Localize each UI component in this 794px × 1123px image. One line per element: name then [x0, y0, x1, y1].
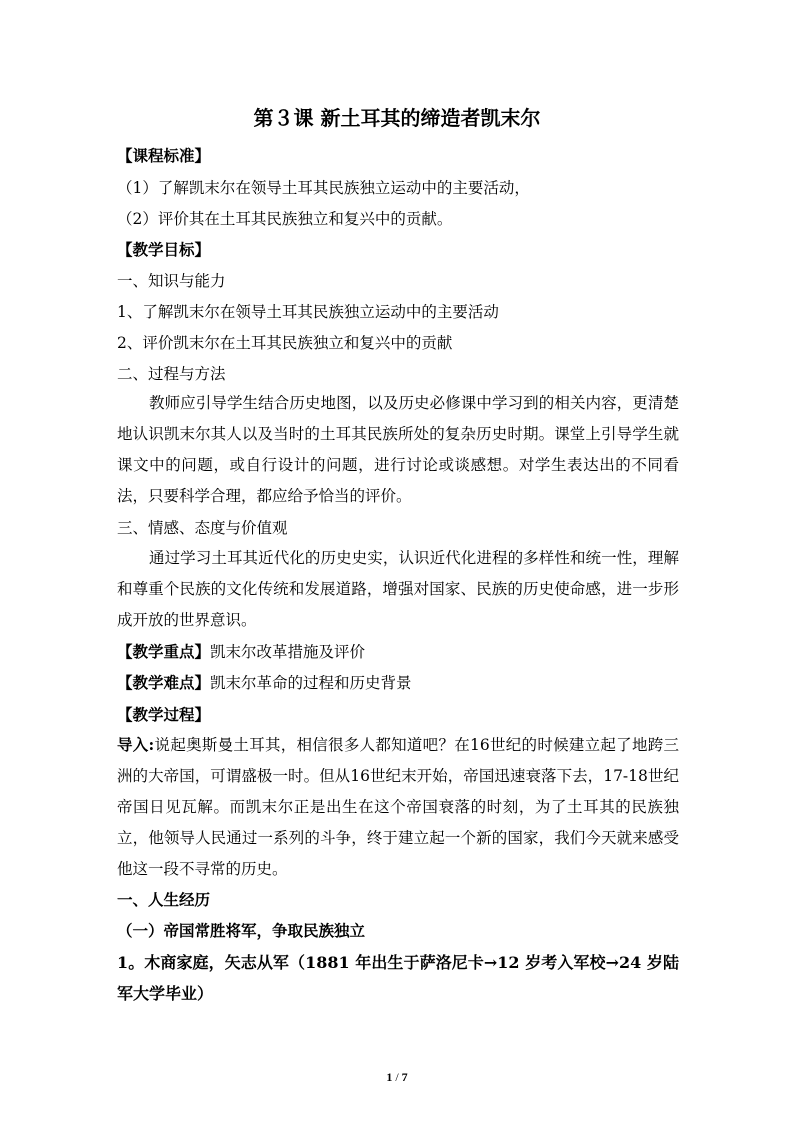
key-point-label: 【教学重点】 — [117, 642, 211, 661]
difficulty-text: 凯末尔革命的过程和历史背景 — [210, 674, 412, 692]
page-current: 1 — [386, 1070, 393, 1084]
goal-3-heading: 三、情感、态度与价值观 — [117, 519, 288, 537]
page-title: 第３课 新土耳其的缔造者凯末尔 — [253, 106, 541, 130]
intro-paragraph — [117, 729, 679, 885]
key-point-row — [117, 642, 679, 662]
difficulty-label: 【教学难点】 — [117, 673, 211, 692]
intro-text: 说起奥斯曼土耳其，相信很多人都知道吧？在16世纪的时候建立起了地跨三洲的大帝国，可谓盛极一时。但从16世纪末开始，帝国迅速衰落下去，17-18世纪帝国日见瓦解。而凯末尔正是出生在这个帝国衰落的时刻，为了土耳其的民族独立，他领导人民通过一系列的斗争，终于建立起一个新的国家，我们今天就来感受他这一段不寻常的历史。 — [117, 736, 679, 878]
goal-2-heading: 二、过程与方法 — [117, 365, 226, 383]
difficulty-row — [117, 673, 679, 693]
intro-label: 导入: — [117, 735, 155, 754]
part-1-item-1: 1。木商家庭，矢志从军（1881 年出生于萨洛尼卡→12 岁考入军校→24 岁陆军大学毕业） — [117, 953, 679, 1003]
page-separator: / — [392, 1070, 402, 1084]
goal-1-item-1: 1、了解凯末尔在领导土耳其民族独立运动中的主要活动 — [117, 303, 499, 321]
page-footer — [0, 1070, 794, 1085]
process-heading: 【教学过程】 — [117, 705, 211, 724]
goal-1-item-2: 2、评价凯末尔在土耳其民族独立和复兴中的贡献 — [117, 334, 453, 352]
curriculum-item-1: （1）了解凯末尔在领导土耳其民族独立运动中的主要活动， — [117, 179, 530, 197]
goals-heading: 【教学目标】 — [117, 240, 211, 259]
part-1-heading: 一、人生经历 — [117, 890, 211, 909]
goal-1-heading: 一、知识与能力 — [117, 272, 226, 290]
goal-3-text: 通过学习土耳其近代化的历史史实，认识近代化进程的多样性和统一性，理解和尊重个民族的文化传统和发展道路，增强对国家、民族的历史使命感，进一步形成开放的世界意识。 — [117, 549, 679, 629]
part-1-subheading: （一）帝国常胜将军，争取民族独立 — [117, 921, 366, 940]
page-total: 7 — [401, 1070, 408, 1084]
curriculum-item-2: （2）评价其在土耳其民族独立和复兴中的贡献。 — [117, 210, 453, 228]
curriculum-heading: 【课程标准】 — [117, 146, 211, 165]
key-point-text: 凯末尔改革措施及评价 — [210, 643, 366, 661]
goal-2-text: 教师应引导学生结合历史地图，以及历史必修课中学习到的相关内容，更清楚地认识凯末尔其人以及当时的土耳其民族所处的复杂历史时期。课堂上引导学生就课文中的问题，或自行设计的问题，进行讨论或谈感想。对学生表达出的不同看法，只要科学合理，都应给予恰当的评价。 — [117, 394, 679, 505]
